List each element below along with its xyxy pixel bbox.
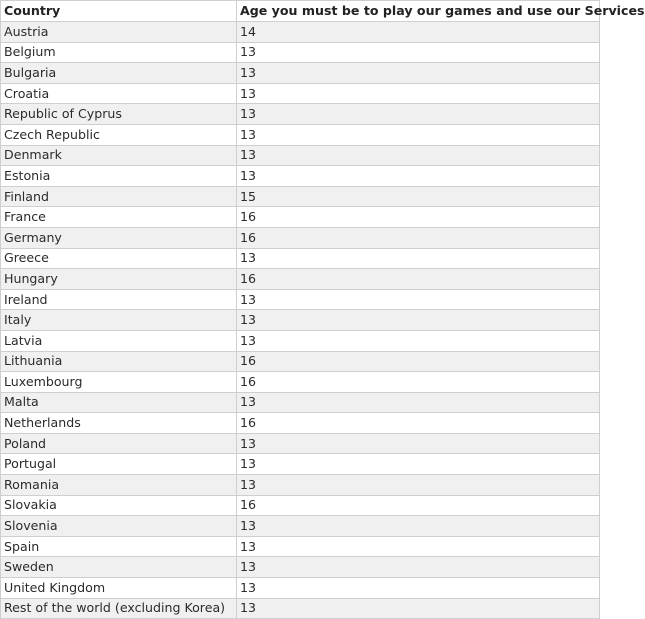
country-cell: Ireland xyxy=(1,289,237,310)
age-cell: 13 xyxy=(237,536,600,557)
country-cell: Portugal xyxy=(1,454,237,475)
table-row xyxy=(1,186,600,207)
table-row xyxy=(1,124,600,145)
country-cell: Spain xyxy=(1,536,237,557)
table-row xyxy=(1,104,600,125)
country-cell: Slovakia xyxy=(1,495,237,516)
table-row xyxy=(1,145,600,166)
country-cell: Netherlands xyxy=(1,413,237,434)
age-cell: 13 xyxy=(237,145,600,166)
table-row xyxy=(1,557,600,578)
table-row xyxy=(1,269,600,290)
country-cell: Bulgaria xyxy=(1,63,237,84)
age-cell: 13 xyxy=(237,578,600,599)
table-header-row xyxy=(1,1,600,22)
table-row xyxy=(1,248,600,269)
table-row xyxy=(1,42,600,63)
table-row xyxy=(1,330,600,351)
age-cell: 13 xyxy=(237,557,600,578)
country-cell: Greece xyxy=(1,248,237,269)
age-cell: 13 xyxy=(237,330,600,351)
age-cell: 16 xyxy=(237,269,600,290)
country-cell: Belgium xyxy=(1,42,237,63)
country-cell: Poland xyxy=(1,433,237,454)
table-row xyxy=(1,475,600,496)
age-cell: 16 xyxy=(237,495,600,516)
table-row xyxy=(1,598,600,619)
country-cell: France xyxy=(1,207,237,228)
table-row xyxy=(1,227,600,248)
age-cell: 13 xyxy=(237,289,600,310)
age-cell: 16 xyxy=(237,351,600,372)
age-cell: 13 xyxy=(237,516,600,537)
country-cell: Germany xyxy=(1,227,237,248)
table-row xyxy=(1,454,600,475)
table-body xyxy=(1,22,600,619)
table-row xyxy=(1,207,600,228)
country-cell: Czech Republic xyxy=(1,124,237,145)
age-cell: 16 xyxy=(237,372,600,393)
table-row xyxy=(1,372,600,393)
country-cell: Estonia xyxy=(1,166,237,187)
table-row xyxy=(1,392,600,413)
column-header-age: Age you must be to play our games and use our Services xyxy=(237,1,600,22)
column-header-country: Country xyxy=(1,1,237,22)
age-cell: 13 xyxy=(237,83,600,104)
country-cell: Luxembourg xyxy=(1,372,237,393)
age-cell: 13 xyxy=(237,63,600,84)
table-row xyxy=(1,495,600,516)
table-row xyxy=(1,351,600,372)
age-cell: 16 xyxy=(237,207,600,228)
country-cell: Republic of Cyprus xyxy=(1,104,237,125)
age-cell: 16 xyxy=(237,413,600,434)
country-cell: Rest of the world (excluding Korea) xyxy=(1,598,237,619)
age-cell: 16 xyxy=(237,227,600,248)
age-cell: 13 xyxy=(237,475,600,496)
age-cell: 14 xyxy=(237,22,600,43)
table-row xyxy=(1,63,600,84)
table-row xyxy=(1,166,600,187)
country-cell: Austria xyxy=(1,22,237,43)
table-row xyxy=(1,22,600,43)
country-cell: Denmark xyxy=(1,145,237,166)
country-cell: Sweden xyxy=(1,557,237,578)
age-cell: 13 xyxy=(237,598,600,619)
country-cell: Slovenia xyxy=(1,516,237,537)
age-cell: 13 xyxy=(237,310,600,331)
table-row xyxy=(1,536,600,557)
table-row xyxy=(1,433,600,454)
table-row xyxy=(1,413,600,434)
country-cell: Romania xyxy=(1,475,237,496)
country-cell: United Kingdom xyxy=(1,578,237,599)
age-cell: 13 xyxy=(237,42,600,63)
age-cell: 13 xyxy=(237,104,600,125)
table-row xyxy=(1,578,600,599)
country-cell: Finland xyxy=(1,186,237,207)
country-cell: Malta xyxy=(1,392,237,413)
country-cell: Lithuania xyxy=(1,351,237,372)
table-row xyxy=(1,516,600,537)
country-cell: Italy xyxy=(1,310,237,331)
country-cell: Croatia xyxy=(1,83,237,104)
age-cell: 13 xyxy=(237,124,600,145)
table-row xyxy=(1,83,600,104)
country-cell: Hungary xyxy=(1,269,237,290)
table-row xyxy=(1,289,600,310)
age-cell: 13 xyxy=(237,166,600,187)
table-row xyxy=(1,310,600,331)
age-cell: 13 xyxy=(237,392,600,413)
age-cell: 15 xyxy=(237,186,600,207)
age-cell: 13 xyxy=(237,433,600,454)
age-cell: 13 xyxy=(237,248,600,269)
country-cell: Latvia xyxy=(1,330,237,351)
age-cell: 13 xyxy=(237,454,600,475)
